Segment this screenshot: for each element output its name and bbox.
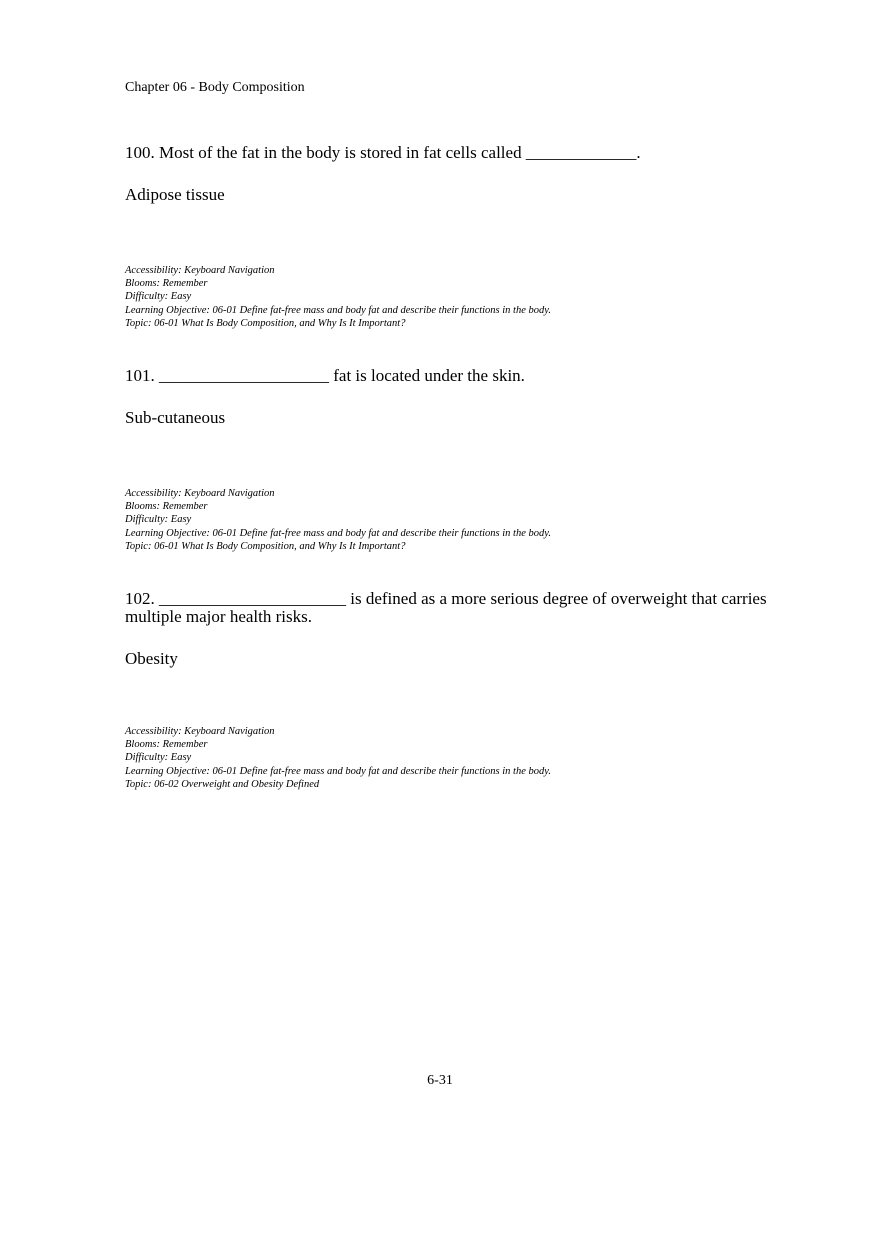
answer-text: Obesity (125, 649, 178, 668)
answer-text: Sub-cutaneous (125, 408, 226, 427)
question-text: 102. ______________________ is defined as a more serious degree of overweight that carries multiple major health risks. (125, 589, 767, 626)
page-number: 6-31 (427, 1073, 453, 1088)
question-metadata (125, 725, 785, 791)
meta-topic: Topic: 06-02 Overweight and Obesity Defined (125, 778, 320, 790)
meta-accessibility: Accessibility: Keyboard Navigation (125, 726, 275, 737)
meta-learning-objective: Learning Objective: 06-01 Define fat-free mass and body fat and describe their functions in the body. (125, 304, 551, 316)
question-metadata (125, 264, 785, 330)
question-metadata (125, 487, 785, 553)
meta-topic: Topic: 06-01 What Is Body Composition, and Why Is It Important? (125, 540, 406, 552)
question-text: 101. ____________________ fat is located under the skin. (125, 366, 525, 385)
meta-learning-objective: Learning Objective: 06-01 Define fat-free mass and body fat and describe their functions in the body. (125, 527, 551, 539)
question-text: 100. Most of the fat in the body is stored in fat cells called _____________. (125, 143, 641, 162)
meta-accessibility: Accessibility: Keyboard Navigation (125, 488, 275, 499)
meta-blooms: Blooms: Remember (125, 501, 208, 513)
meta-difficulty: Difficulty: Easy (125, 752, 192, 764)
meta-difficulty: Difficulty: Easy (125, 291, 192, 303)
question-block (125, 367, 785, 553)
meta-topic: Topic: 06-01 What Is Body Composition, and Why Is It Important? (125, 317, 406, 329)
question-block (125, 144, 785, 330)
meta-learning-objective: Learning Objective: 06-01 Define fat-free mass and body fat and describe their functions in the body. (125, 765, 551, 777)
chapter-header: Chapter 06 - Body Composition (125, 80, 305, 95)
meta-blooms: Blooms: Remember (125, 278, 208, 290)
meta-accessibility: Accessibility: Keyboard Navigation (125, 265, 275, 276)
answer-text: Adipose tissue (125, 185, 225, 204)
meta-blooms: Blooms: Remember (125, 739, 208, 751)
question-block (125, 590, 785, 791)
meta-difficulty: Difficulty: Easy (125, 514, 192, 526)
